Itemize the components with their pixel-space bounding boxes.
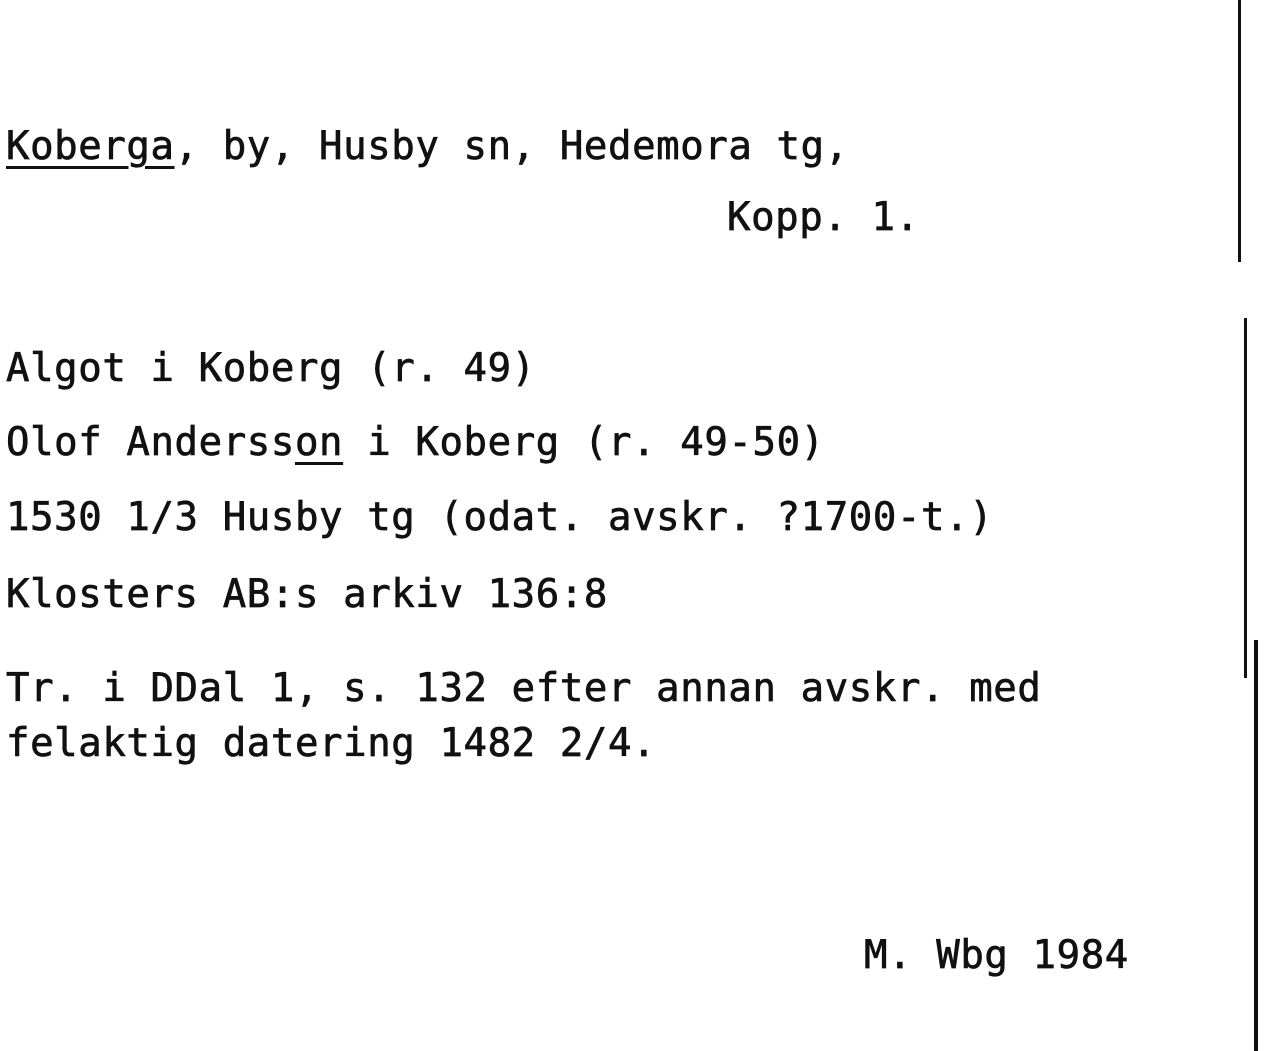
entry-line-2	[6, 419, 825, 467]
card-edge-lower	[1254, 640, 1258, 1051]
entry-line-3: 1530 1/3 Husby tg (odat. avskr. ?1700-t.)	[6, 495, 994, 540]
entry-line-2-part-a: Olof Anderss	[6, 420, 295, 465]
entry-line-2-underlined: on	[294, 420, 344, 465]
card-edge-upper	[1238, 0, 1241, 262]
card-heading	[6, 123, 849, 171]
place-name: Koberga	[6, 124, 175, 169]
entry-line-4: Klosters AB:s arkiv 136:8	[6, 572, 608, 617]
entry-line-1: Algot i Koberg (r. 49)	[6, 346, 536, 391]
entry-line-2-part-c: i Koberg (r. 49-50)	[343, 420, 825, 465]
card-edge-middle	[1244, 318, 1247, 678]
note-line-2: felaktig datering 1482 2/4.	[6, 721, 657, 766]
signature: M. Wbg 1984	[864, 933, 1129, 978]
kopp-reference: Kopp. 1.	[727, 195, 920, 240]
place-description: , by, Husby sn, Hedemora tg,	[174, 124, 849, 169]
note-line-1: Tr. i DDal 1, s. 132 efter annan avskr. med	[6, 666, 1042, 711]
